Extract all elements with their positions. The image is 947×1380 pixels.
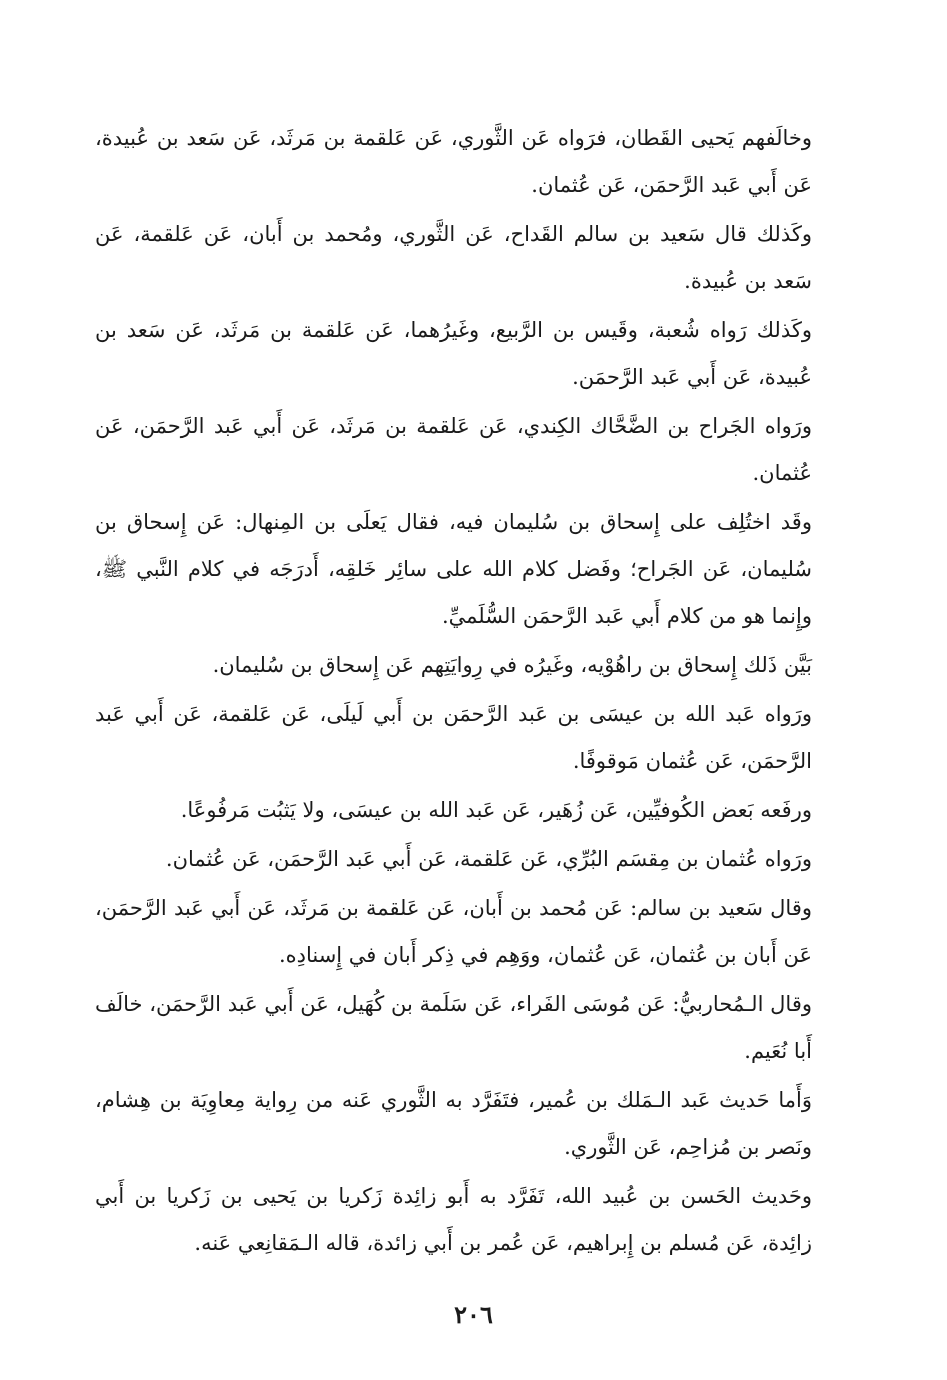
paragraph-12: وَأَما حَديث عَبد الـمَلك بن عُمير، فتَفَرَّد به الثَّوري عَنه من رِواية مِعاوِيَة بن هِشام، ونَصر بن مُزاحِم، عَن الثَّوري. (95, 1088, 812, 1159)
paragraph-7: ورَواه عَبد الله بن عيسَى بن عَبد الرَّحمَن بن أَبي لَيلَى، عَن عَلقمة، عَن أَبي عَبد الرَّحمَن، عَن عُثمان مَوقوفًا. (95, 702, 812, 773)
paragraph-2: وكَذلك قال سَعيد بن سالم القَداح، عَن الثَّوري، ومُحمد بن أَبان، عَن عَلقمة، عَن سَعد بن عُبيدة. (95, 222, 812, 293)
paragraph-5: وقَد اختُلِف على إِسحاق بن سُليمان فيه، فقال يَعلَى بن المِنهال: عَن إِسحاق بن سُليمان، عَن الجَراح؛ وفَضل كلام الله على سائِر خَلقِه، أَدرَجَه في كلام النَّبي ﷺ، وإِنما هو من كلام أَبي عَبد الرَّحمَن السُّلَميِّ. (95, 510, 812, 628)
paragraph-10: وقال سَعيد بن سالم: عَن مُحمد بن أَبان، عَن عَلقمة بن مَرثَد، عَن أَبي عَبد الرَّحمَن، عَن أَبان بن عُثمان، عَن عُثمان، ووَهِم في ذِكر أَبان في إِسنادِه. (95, 896, 812, 967)
paragraph-3: وكَذلك رَواه شُعبة، وقَيس بن الرَّبيع، وغَيرُهما، عَن عَلقمة بن مَرثَد، عَن سَعد بن عُبيدة، عَن أَبي عَبد الرَّحمَن. (95, 318, 812, 389)
page-number: ٢٠٦ (454, 1300, 493, 1329)
paragraph-11: وقال الـمُحاربيُّ: عَن مُوسَى الفَراء، عَن سَلَمة بن كُهَيل، عَن أَبي عَبد الرَّحمَن، خالَف أَبا نُعَيم. (95, 992, 812, 1063)
paragraph-4: ورَواه الجَراح بن الضَّحَّاك الكِندي، عَن عَلقمة بن مَرثَد، عَن أَبي عَبد الرَّحمَن، عَن عُثمان. (95, 414, 812, 485)
page-body (95, 115, 840, 1269)
paragraph-1: وخالَفهم يَحيى القَطان، فرَواه عَن الثَّوري، عَن عَلقمة بن مَرثَد، عَن سَعد بن عُبيدة، عَن أَبي عَبد الرَّحمَن، عَن عُثمان. (95, 126, 812, 197)
paragraph-8: ورفَعه بَعض الكُوفيِّين، عَن زُهَير، عَن عَبد الله بن عيسَى، ولا يَثبُت مَرفُوعًا. (180, 798, 812, 822)
paragraph-13: وحَديث الحَسن بن عُبيد الله، تَفَرَّد به أَبو زائِدة زَكريا بن يَحيى بن زَكريا بن أَبي زائِدة، عَن مُسلم بن إِبراهيم، عَن عُمر بن أَبي زائدة، قاله الـمَقانِعي عَنه. (95, 1184, 812, 1255)
paragraph-6: بَيَّن ذَلك إِسحاق بن راهُوْيه، وغَيرُه في رِوايَتِهم عَن إِسحاق بن سُليمان. (212, 653, 812, 677)
paragraph-9: ورَواه عُثمان بن مِقسَم البُرِّي، عَن عَلقمة، عَن أَبي عَبد الرَّحمَن، عَن عُثمان. (165, 847, 812, 871)
